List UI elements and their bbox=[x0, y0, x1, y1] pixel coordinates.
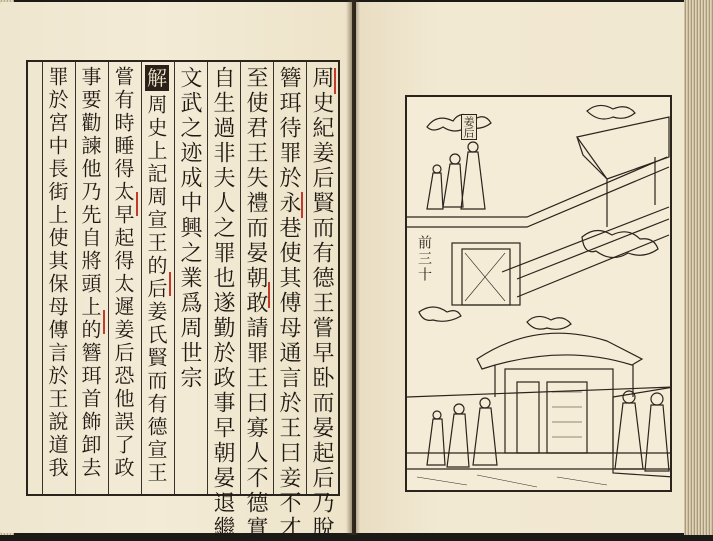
text-column-7 bbox=[108, 62, 138, 494]
text-column-8 bbox=[75, 62, 105, 494]
palace-scene-drawing bbox=[407, 97, 672, 492]
column-text: 嘗有時睡得太早起得太遲姜后恐他誤了政 bbox=[111, 66, 135, 480]
column-text: 自生過非夫人之罪也遂勤於政事早朝晏退繼 bbox=[210, 66, 235, 541]
commentary-marker: 解 bbox=[147, 66, 167, 90]
text-column-9 bbox=[42, 62, 72, 494]
text-frame bbox=[26, 60, 340, 541]
red-annotation-mark bbox=[334, 68, 336, 94]
red-annotation-mark bbox=[103, 310, 105, 334]
text-column-4 bbox=[207, 62, 237, 541]
text-column-6 bbox=[141, 62, 171, 494]
column-text: 簪珥待罪於永巷使其傅母通言於王曰妾不才 bbox=[276, 66, 301, 541]
column-text: 周史上記周宣王的后姜氏賢而有德宣王 bbox=[144, 94, 168, 485]
column-text: 至使君王失禮而晏朝敢請罪王曰寡人不德實 bbox=[243, 66, 268, 541]
right-page-edge bbox=[684, 0, 713, 535]
book-gutter bbox=[346, 0, 360, 535]
red-annotation-mark bbox=[268, 282, 270, 308]
page-number: 前三十 bbox=[416, 235, 432, 283]
red-annotation-mark bbox=[136, 192, 138, 216]
red-annotation-mark bbox=[169, 272, 171, 296]
text-column-5 bbox=[174, 62, 204, 494]
column-text: 罪於宮中長街上使其保母傳言於王說道我 bbox=[45, 66, 69, 480]
text-column-3 bbox=[240, 62, 270, 541]
column-text: 事要勸諫他乃先自將頭上的簪珥首飾卸去 bbox=[78, 66, 102, 480]
column-text: 文武之迹成中興之業爲周世宗 bbox=[177, 66, 202, 391]
text-column-1 bbox=[306, 62, 336, 541]
red-annotation-mark bbox=[301, 192, 303, 218]
illustration-caption: 姜后 bbox=[462, 116, 475, 138]
text-column-2 bbox=[273, 62, 303, 541]
woodblock-illustration bbox=[405, 95, 672, 492]
column-text: 周史紀姜后賢而有德王嘗早卧而晏起后乃脫 bbox=[309, 66, 334, 541]
